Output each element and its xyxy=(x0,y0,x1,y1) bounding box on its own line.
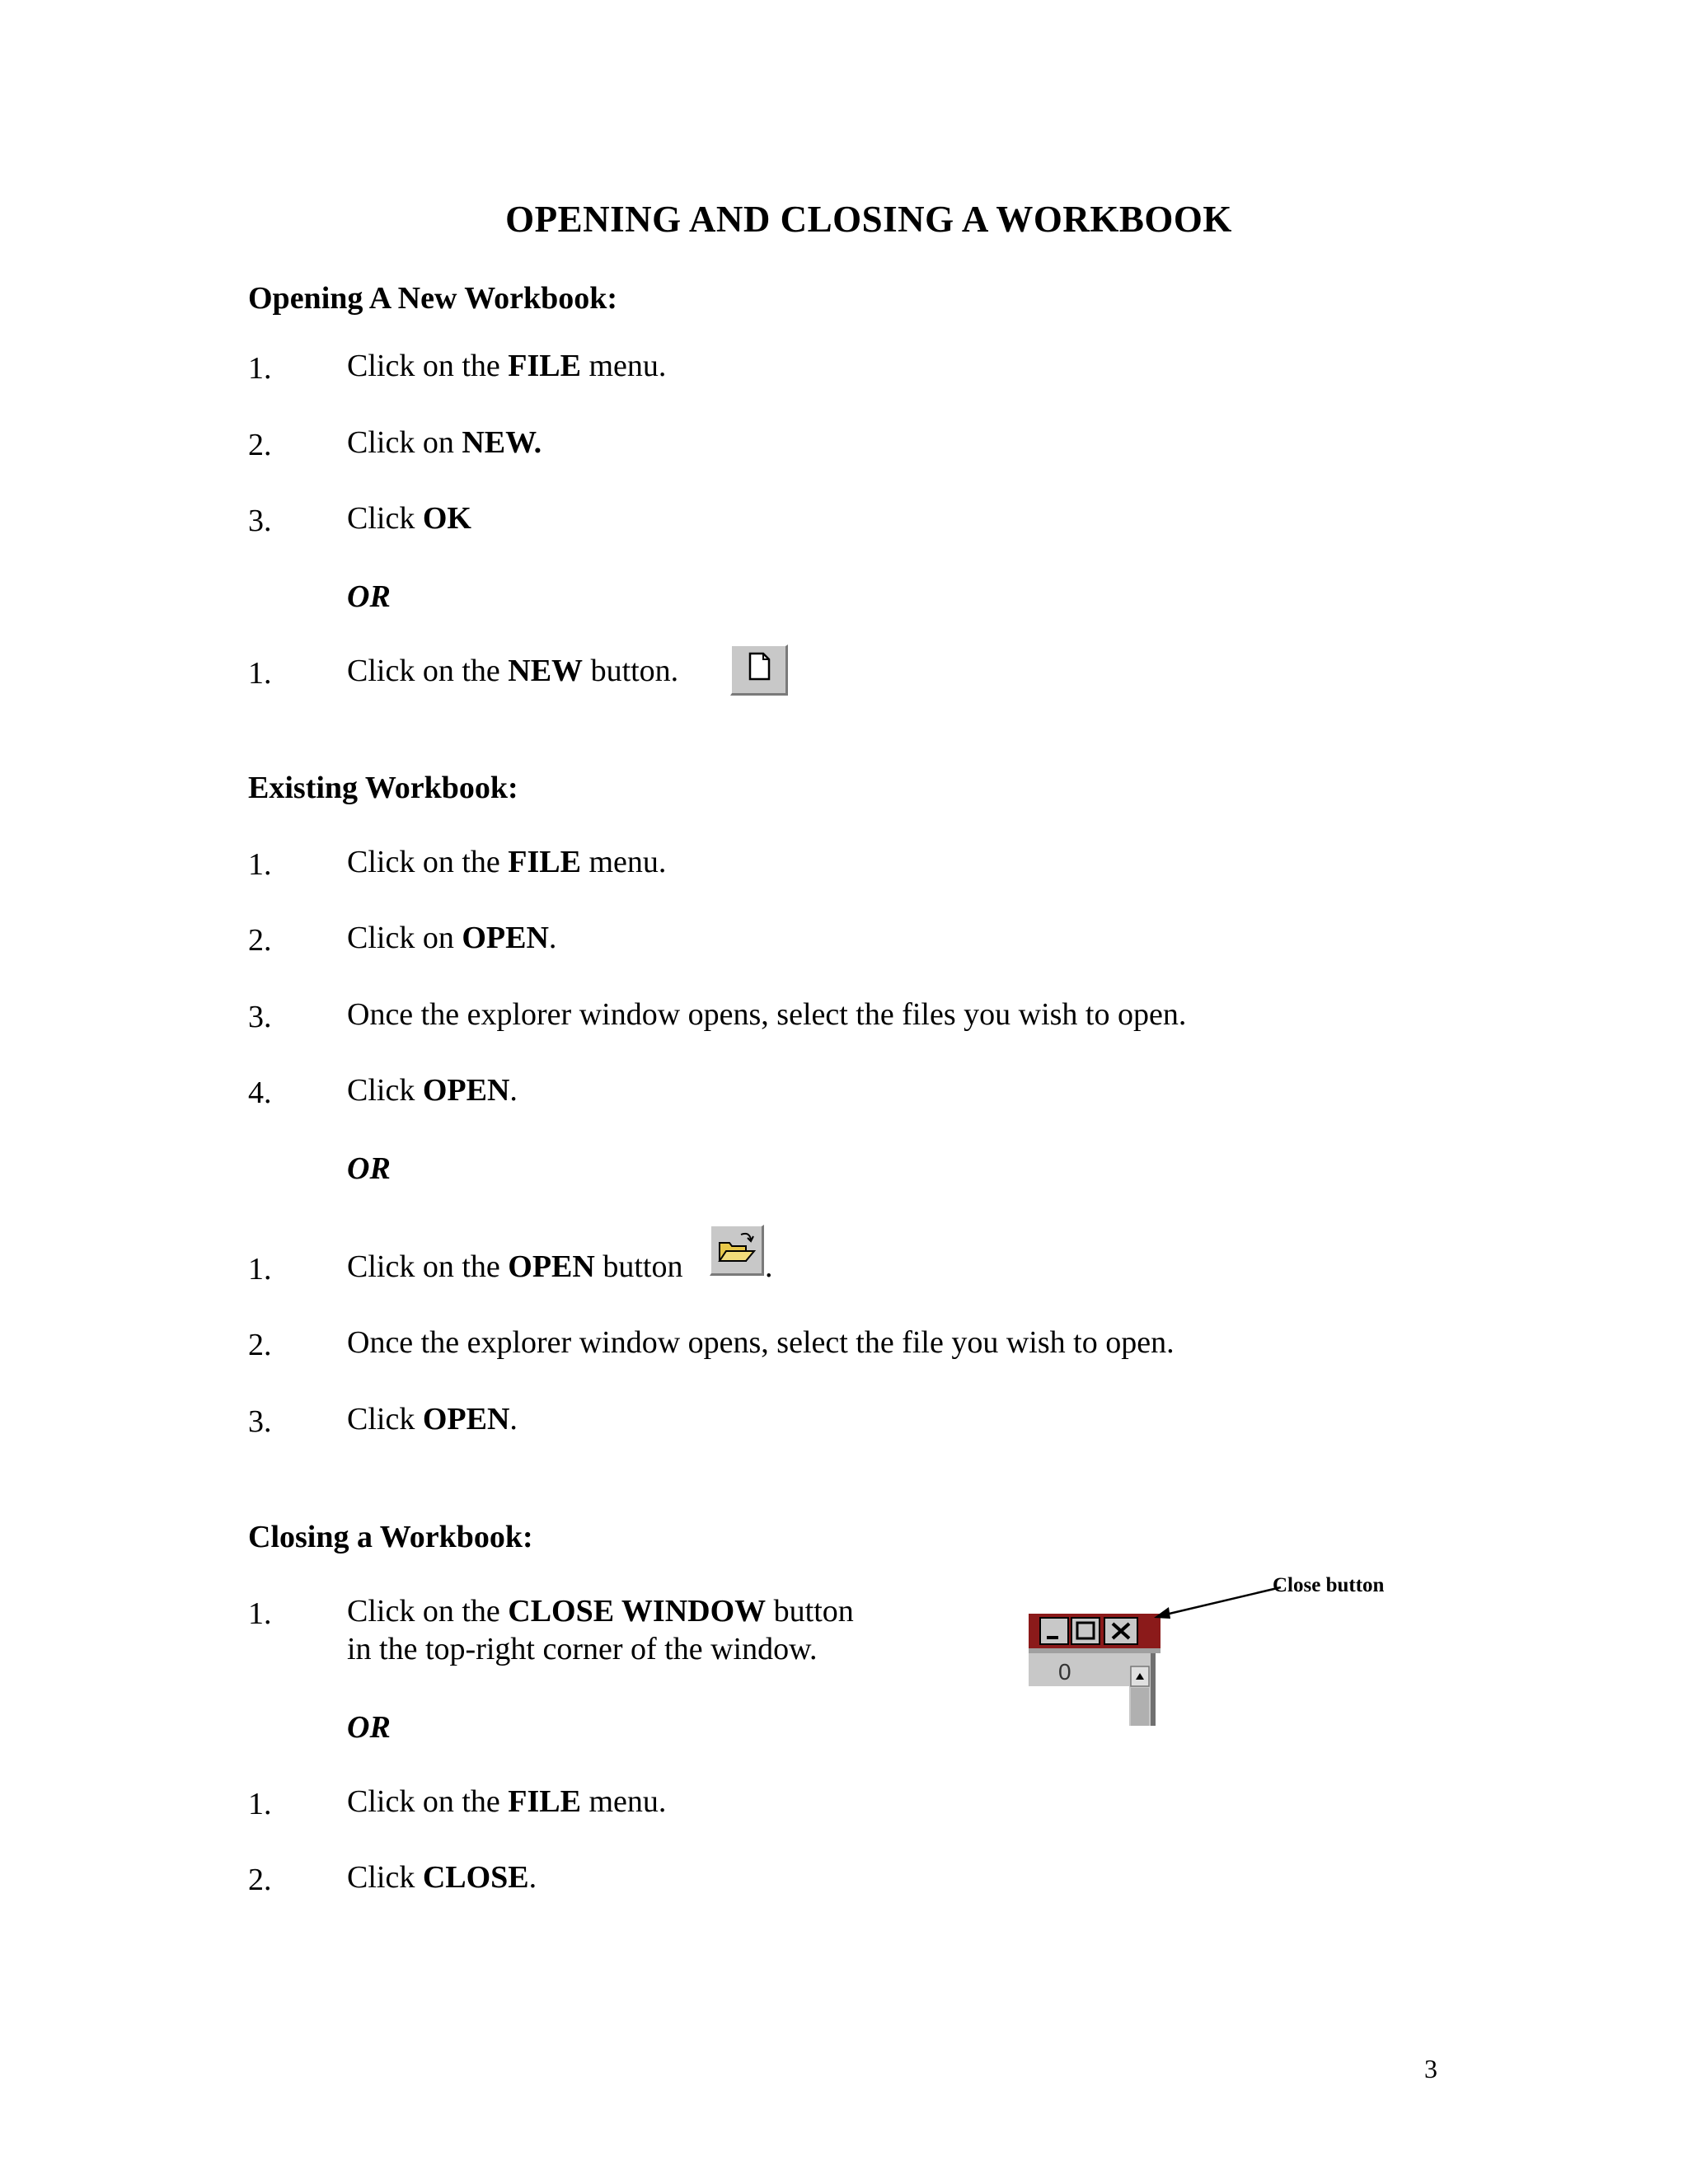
step-number: 4. xyxy=(248,1076,272,1110)
step-number: 1. xyxy=(248,351,272,386)
callout-arrow xyxy=(1151,1584,1282,1622)
step-text: Click on the FILE menu. xyxy=(347,349,667,383)
step-text: Once the explorer window opens, select the file you wish to open. xyxy=(347,1325,1175,1360)
step-number: 3. xyxy=(248,504,272,538)
section-heading-new-workbook: Opening A New Workbook: xyxy=(248,281,618,316)
step-number: 2. xyxy=(248,1328,272,1362)
step-text: Click on the FILE menu. xyxy=(347,845,667,879)
step-text: Click on the CLOSE WINDOW button xyxy=(347,1594,854,1629)
page-number: 3 xyxy=(1424,2054,1437,2083)
or-separator: OR xyxy=(347,579,391,614)
new-document-icon xyxy=(730,644,788,696)
window-cell-value: 0 xyxy=(1058,1659,1071,1685)
step-number: 1. xyxy=(248,847,272,882)
step-text: Click on NEW. xyxy=(347,425,542,460)
step-number: 2. xyxy=(248,923,272,958)
step-number: 3. xyxy=(248,1404,272,1439)
page-title: OPENING AND CLOSING A WORKBOOK xyxy=(505,199,1232,240)
step-text: Click on the NEW button. xyxy=(347,654,679,688)
step-text: Click OPEN. xyxy=(347,1073,518,1108)
open-folder-icon xyxy=(710,1225,764,1276)
step-text: Click OK xyxy=(347,501,471,536)
step-number: 3. xyxy=(248,1000,272,1034)
step-number: 1. xyxy=(248,1596,272,1631)
step-text: Click on OPEN. xyxy=(347,921,557,955)
step-text: Click OPEN. xyxy=(347,1402,518,1436)
section-heading-closing-workbook: Closing a Workbook: xyxy=(248,1520,533,1554)
or-separator: OR xyxy=(347,1710,391,1745)
or-separator: OR xyxy=(347,1151,391,1186)
step-number: 2. xyxy=(248,1863,272,1897)
step-number: 1. xyxy=(248,656,272,691)
section-heading-existing-workbook: Existing Workbook: xyxy=(248,771,518,805)
window-controls-icon xyxy=(1029,1614,1160,1726)
close-button-callout: Close button xyxy=(1273,1574,1385,1596)
step-text: Once the explorer window opens, select the files you wish to open. xyxy=(347,997,1187,1032)
step-text: Click on the FILE menu. xyxy=(347,1784,667,1819)
open-button-period: . xyxy=(765,1249,773,1284)
step-number: 1. xyxy=(248,1787,272,1821)
step-number: 1. xyxy=(248,1252,272,1286)
step-text: Click CLOSE. xyxy=(347,1860,537,1895)
step-text-continued: in the top-right corner of the window. xyxy=(347,1632,818,1666)
step-text: Click on the OPEN button xyxy=(347,1249,683,1284)
step-number: 2. xyxy=(248,428,272,462)
